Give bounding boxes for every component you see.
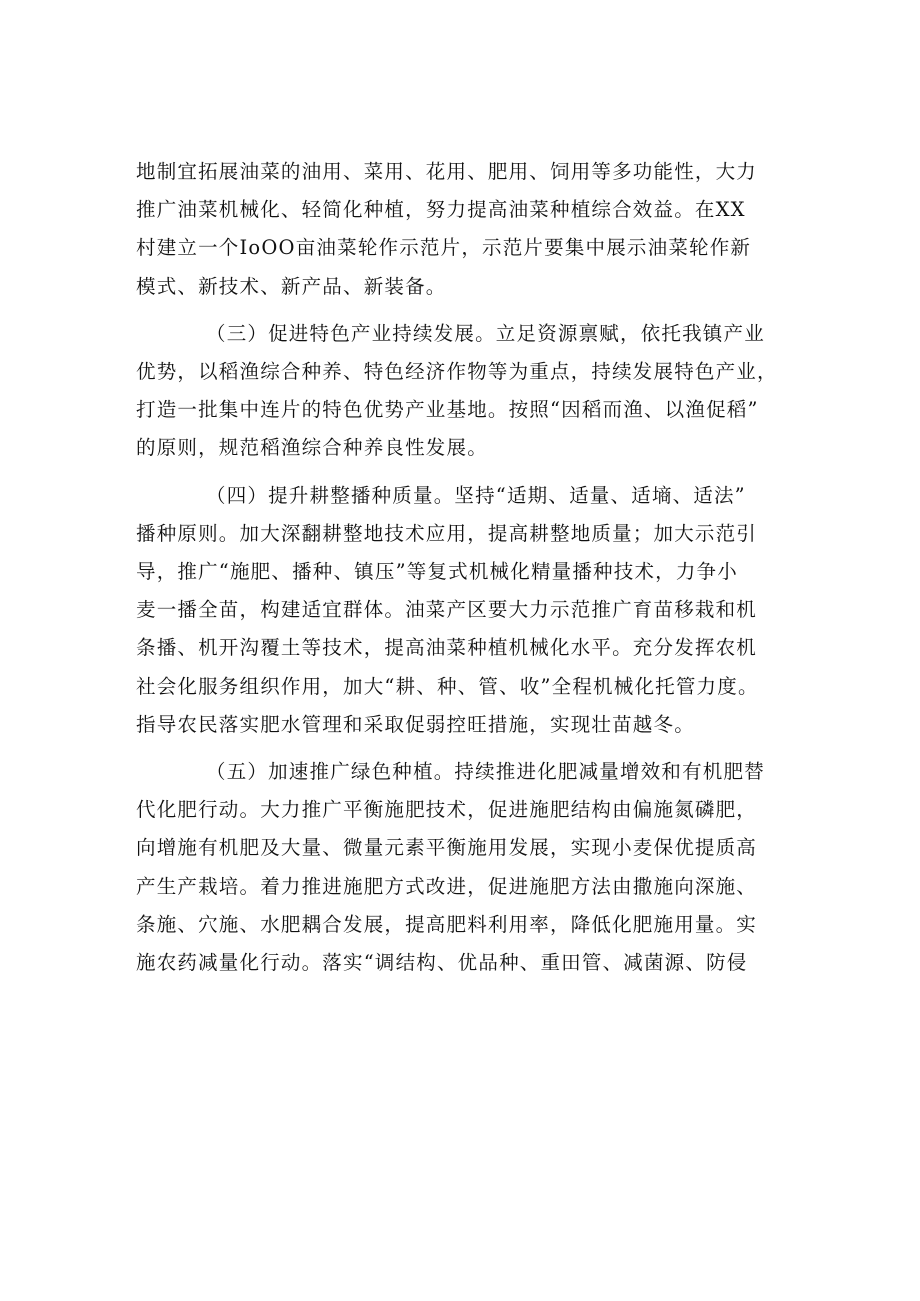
document-body — [136, 153, 796, 982]
text-line: 指导农民落实肥水管理和采取促弱控旺措施，实现壮苗越冬。 — [136, 712, 695, 736]
section-heading-line: （三）促进特色产业持续发展。立足资源禀赋，依托我镇产业 — [206, 321, 765, 345]
text-line: 优势，以稻渔综合种养、特色经济作物等为重点，持续发展特色产业， — [136, 360, 778, 384]
text-line: 产生产栽培。着力推进施肥方式改进，促进施肥方法由撒施向深施、 — [136, 874, 758, 898]
section-heading-line: （四）提升耕整播种质量。坚持“适期、适量、适墒、适法” — [206, 483, 746, 507]
paragraph-section-4 — [136, 477, 796, 744]
text-line: 社会化服务组织作用，加大“耕、种、管、收”全程机械化托管力度。 — [136, 674, 759, 698]
text-line: 的原则，规范稻渔综合种养良性发展。 — [136, 436, 488, 460]
text-line: 村建立一个IoOO亩油菜轮作示范片，示范片要集中展示油菜轮作新 — [136, 236, 752, 260]
text-line: 打造一批集中连片的特色优势产业基地。按照“因稻而渔、以渔促稻” — [136, 398, 759, 422]
text-line: 播种原则。加大深翻耕整地技术应用，提高耕整地质量；加大示范引 — [136, 521, 758, 545]
text-line: 代化肥行动。大力推广平衡施肥技术，促进施肥结构由偏施氮磷肥， — [136, 798, 758, 822]
text-line: 条施、穴施、水肥耦合发展，提高肥料利用率，降低化肥施用量。实 — [136, 912, 758, 936]
paragraph-section-3 — [136, 315, 796, 468]
text-line: 麦一播全苗，构建适宜群体。油菜产区要大力示范推广育苗移栽和机 — [136, 598, 758, 622]
paragraph-rapeseed-continuation — [136, 153, 796, 306]
text-line: 模式、新技术、新产品、新装备。 — [136, 274, 447, 298]
section-heading-line: （五）加速推广绿色种植。持续推进化肥减量增效和有机肥替 — [206, 760, 765, 784]
text-line: 向增施有机肥及大量、微量元素平衡施用发展，实现小麦保优提质高 — [136, 836, 758, 860]
text-line: 推广油菜机械化、轻简化种植，努力提高油菜种植综合效益。在XX — [136, 198, 746, 222]
text-line: 条播、机开沟覆土等技术，提高油菜种植机械化水平。充分发挥农机 — [136, 636, 758, 660]
text-line: 施农药减量化行动。落实“调结构、优品种、重田管、减菌源、防侵 — [136, 951, 748, 975]
text-line: 地制宜拓展油菜的油用、菜用、花用、肥用、饲用等多功能性，大力 — [136, 160, 758, 183]
paragraph-section-5 — [136, 753, 796, 982]
text-line: 导，推广“施肥、播种、镇压”等复式机械化精量播种技术，力争小 — [136, 560, 738, 584]
